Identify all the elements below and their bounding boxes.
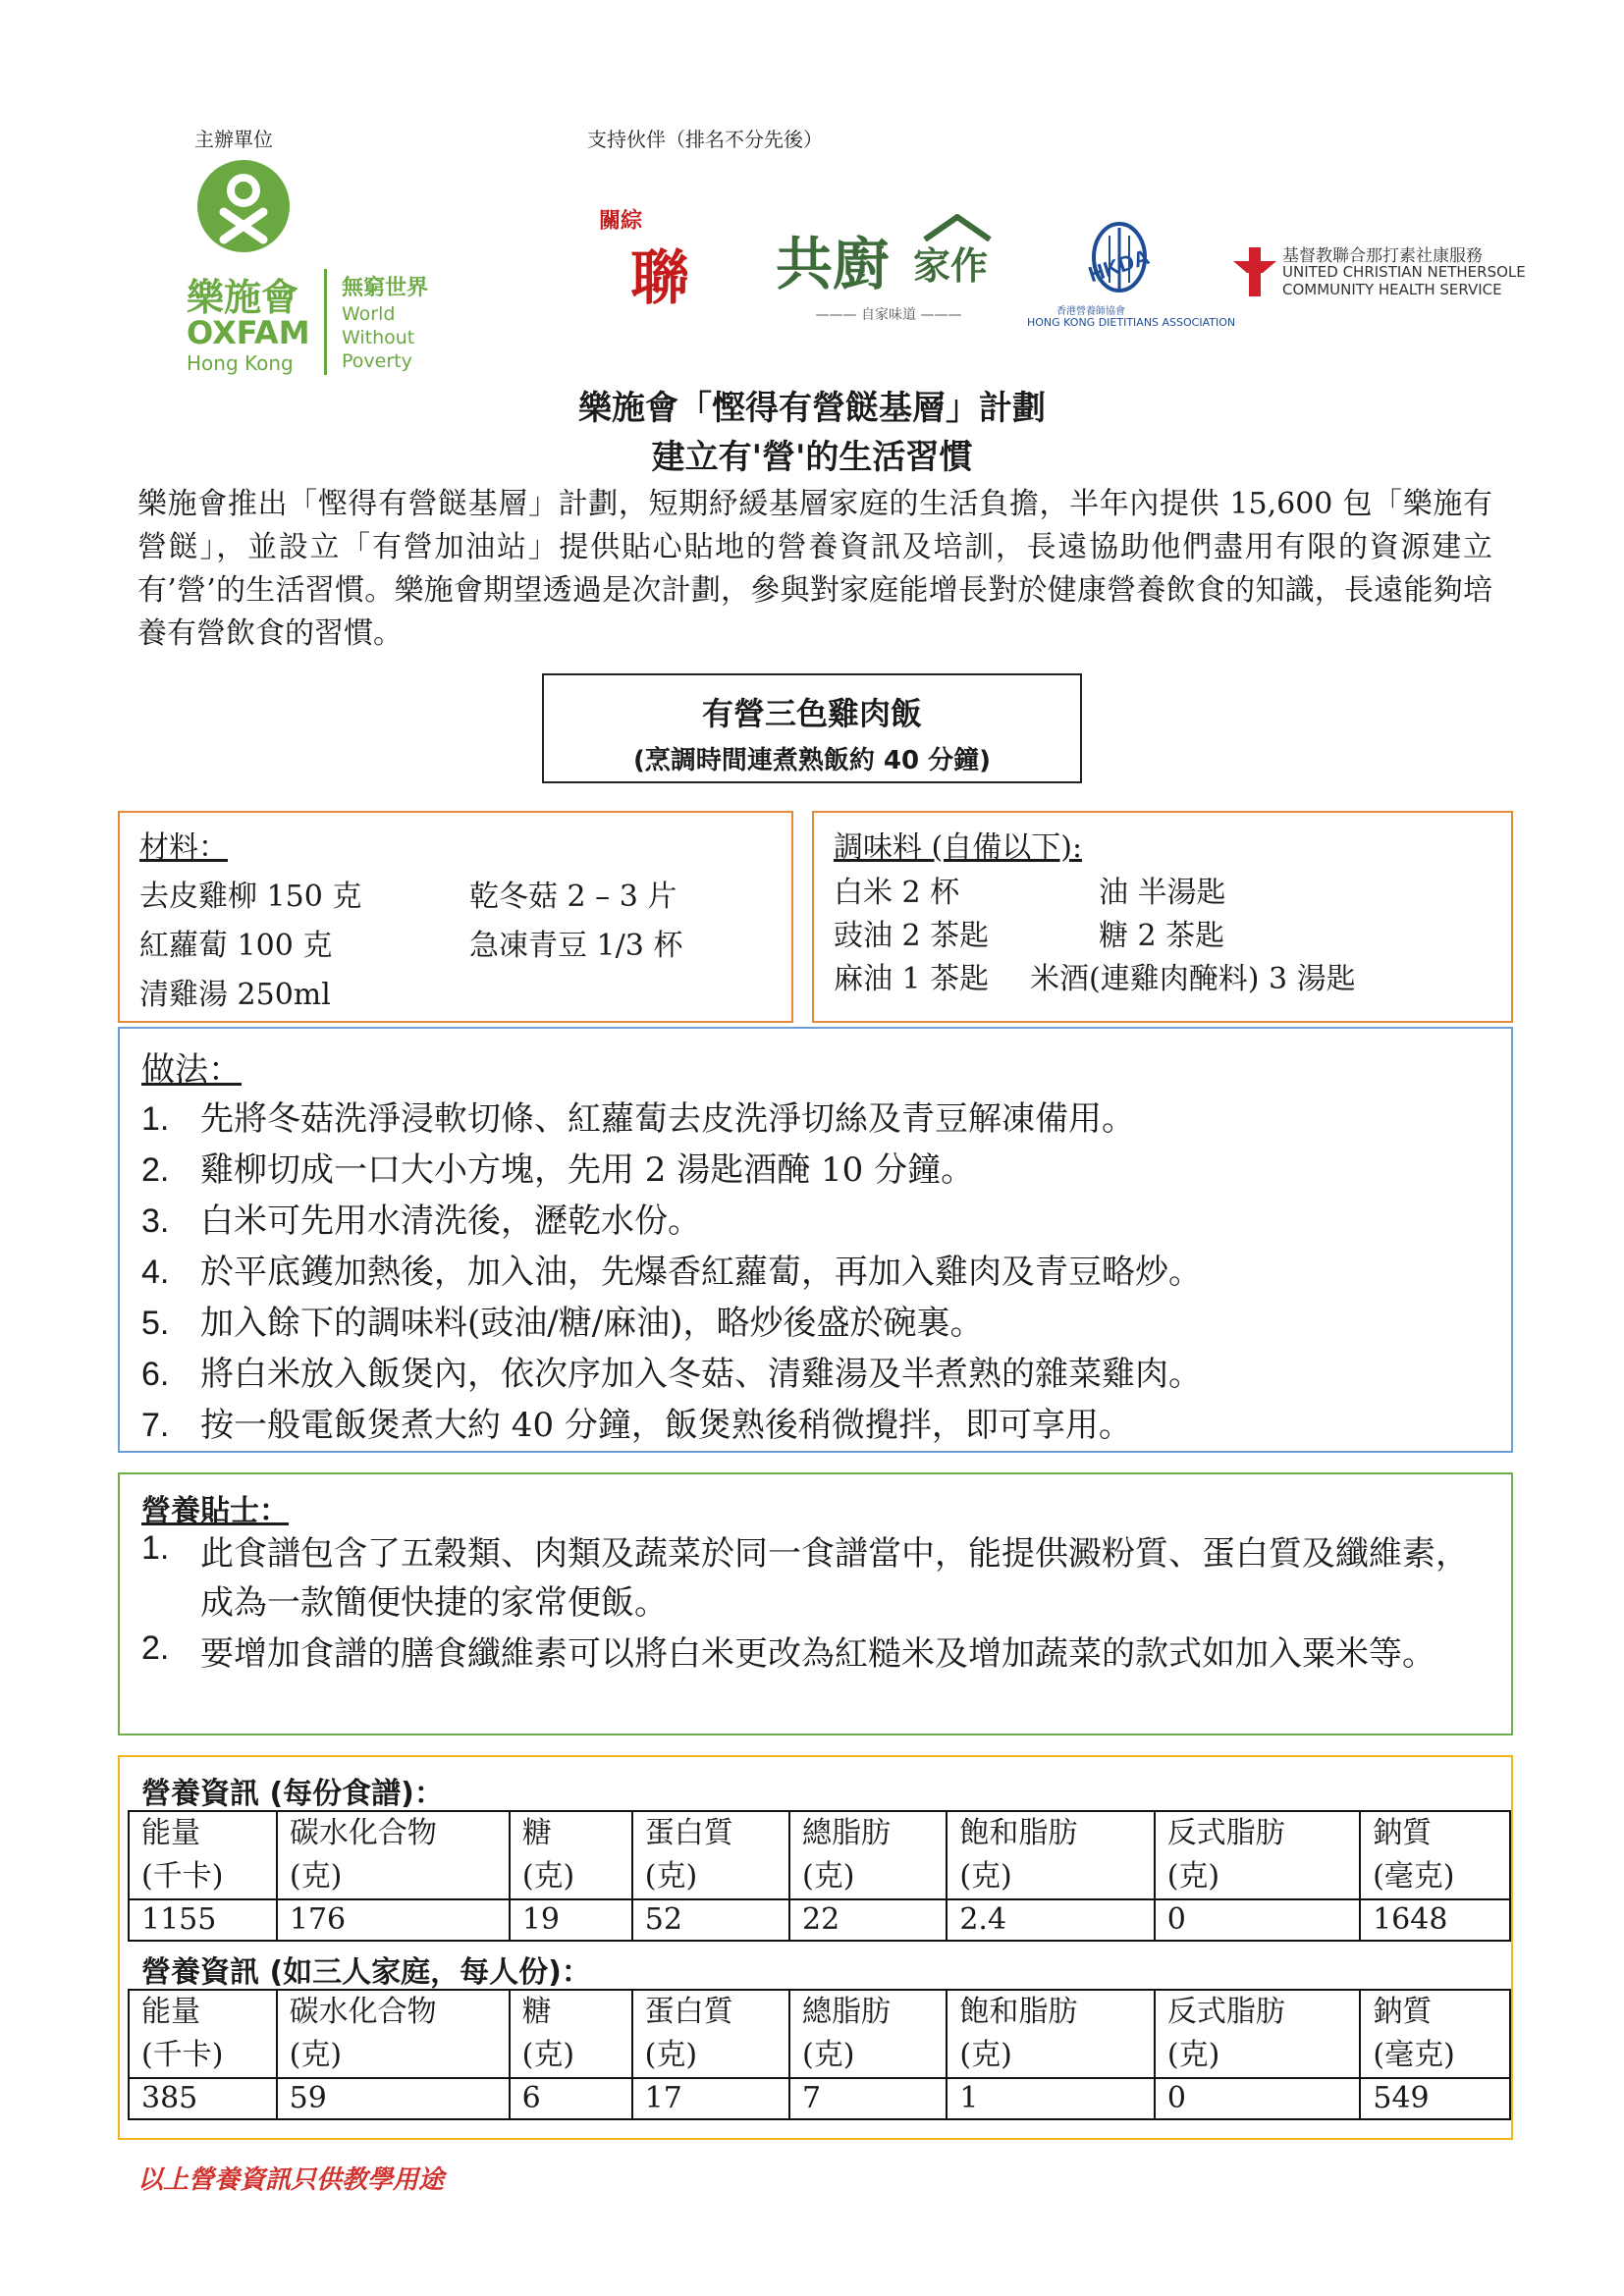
nutrition-table-per-person <box>128 1989 1511 2120</box>
hkda-abbr: HKDA <box>1085 243 1153 288</box>
oxfam-name-cn: 樂施會 <box>187 276 299 319</box>
nutrition-header-cell: 飽和脂肪 (克) <box>947 1990 1154 2078</box>
nutrition-value-cell: 22 <box>789 1899 947 1941</box>
nutrition-value-cell: 549 <box>1360 2078 1510 2119</box>
seasonings-heading: 調味料 (自備以下): <box>834 830 1083 865</box>
seasoning-item: 糖 2 茶匙 <box>1099 919 1225 953</box>
nutrition-header-cell: 糖 (克) <box>510 1990 632 2078</box>
nutrition-header-cell: 反式脂肪 (克) <box>1155 1811 1360 1899</box>
nutrition-value-cell: 2.4 <box>947 1899 1154 1941</box>
nutrition-value-cell: 1155 <box>129 1899 277 1941</box>
nutrition-header-cell: 蛋白質 (克) <box>632 1990 789 2078</box>
ingredient-item: 紅蘿蔔 100 克 <box>139 929 333 963</box>
nutrition-header-cell: 飽和脂肪 (克) <box>947 1811 1154 1899</box>
nutrition-header-cell: 碳水化合物 (克) <box>277 1811 510 1899</box>
intro-paragraph: 樂施會推出「慳得有營餸基層」計劃，短期紓緩基層家庭的生活負擔，半年內提供 15,600 包「樂施有營餸」，並設立「有營加油站」提供貼心貼地的營養資訊及培訓，長遠協助他們盡用有限的資源建立有’營’的生活習慣。樂施會期望透過是次計劃，參與對家庭能增長對於健康營養飲食的知識，長遠能夠培養有營飲食的習慣。 <box>137 487 1492 651</box>
nutrition-per-person-heading: 營養資訊 (如三人家庭，每人份)： <box>141 1955 591 1990</box>
nutrition-value-cell: 17 <box>632 2078 789 2119</box>
method-step-text: 白米可先用水清洗後，瀝乾水份。 <box>200 1201 701 1241</box>
hkda-name-en: HONG KONG DIETITIANS ASSOCIATION <box>1027 316 1236 329</box>
nutrition-header-cell: 鈉質 (毫克) <box>1360 1811 1510 1899</box>
seasoning-item: 油 半湯匙 <box>1099 876 1226 910</box>
nutrition-box <box>118 1755 1513 2140</box>
nutrition-header-cell: 糖 (克) <box>510 1811 632 1899</box>
method-step-text: 將白米放入飯煲內，依次序加入冬菇、清雞湯及半煮熟的雜菜雞肉。 <box>200 1355 1202 1394</box>
seasoning-item: 麻油 1 茶匙 <box>834 962 990 996</box>
nutrition-value-cell: 0 <box>1155 1899 1360 1941</box>
seasoning-item: 白米 2 杯 <box>834 876 960 910</box>
method-step: 1. 先將冬菇洗淨浸軟切條、紅蘿蔔去皮洗淨切絲及青豆解凍備用。 <box>141 1099 1135 1139</box>
nutrition-header-cell: 總脂肪 (克) <box>789 1990 947 2078</box>
method-step: 5. 加入餘下的調味料(豉油/糖/麻油)，略炒後盛於碗裏。 <box>141 1304 984 1343</box>
method-step: 6. 將白米放入飯煲內，依次序加入冬菇、清雞湯及半煮熟的雜菜雞肉。 <box>141 1355 1202 1394</box>
tip-item: 2. 要增加食譜的膳食纖維素可以將白米更改為紅糙米及增加蔬菜的款式如加入粟米等。 <box>141 1629 1496 1679</box>
method-step-text: 先將冬菇洗淨浸軟切條、紅蘿蔔去皮洗淨切絲及青豆解凍備用。 <box>200 1099 1135 1139</box>
lian-side-text: 關綜 <box>599 208 643 234</box>
ingredient-item: 急凍青豆 1/3 杯 <box>469 929 683 963</box>
nutrition-value-cell: 59 <box>277 2078 510 2119</box>
gongchu-sub: 家作 <box>913 244 989 288</box>
lian-main-text: 聯 <box>630 244 689 313</box>
method-step-text: 按一般電飯煲煮大約 40 分鐘，飯煲熟後稍微攪拌，即可享用。 <box>200 1406 1132 1445</box>
recipe-name: 有營三色雞肉飯 <box>701 695 922 732</box>
tips-box <box>118 1472 1513 1735</box>
seasonings-box <box>812 811 1513 1023</box>
nutrition-value-cell: 19 <box>510 1899 632 1941</box>
seasoning-item: 豉油 2 茶匙 <box>834 919 990 953</box>
oxfam-divider <box>324 269 327 375</box>
nutrition-per-recipe-heading: 營養資訊 (每份食譜)： <box>141 1777 444 1811</box>
gongchu-main: 共廚 <box>776 231 891 297</box>
method-step: 2. 雞柳切成一口大小方塊，先用 2 湯匙酒醃 10 分鐘。 <box>141 1150 975 1190</box>
nutrition-value-cell: 6 <box>510 2078 632 2119</box>
nutrition-table-per-recipe <box>128 1810 1511 1942</box>
oxfam-wordmark <box>187 267 501 385</box>
ingredient-item: 乾冬菇 2 – 3 片 <box>469 880 677 914</box>
ucn-name-en-1: UNITED CHRISTIAN NETHERSOLE <box>1282 263 1526 281</box>
tips-heading: 營養貼士： <box>141 1494 289 1528</box>
oxfam-logo-icon <box>194 157 293 255</box>
ucn-name-en-2: COMMUNITY HEALTH SERVICE <box>1282 281 1502 298</box>
nutrition-header-cell: 總脂肪 (克) <box>789 1811 947 1899</box>
nutrition-value-cell: 52 <box>632 1899 789 1941</box>
organizer-label: 主辦單位 <box>194 128 273 151</box>
ingredients-heading: 材料： <box>139 830 228 865</box>
recipe-title-box <box>542 673 1082 783</box>
tip-item: 1. 此食譜包含了五穀類、肉類及蔬菜於同一食譜當中，能提供澱粉質、蛋白質及纖維素，成為一款簡便快捷的家常便飯。 <box>141 1529 1496 1628</box>
partner-logo-gongchu <box>776 214 1001 322</box>
nutrition-header-cell: 反式脂肪 (克) <box>1155 1990 1361 2078</box>
ingredient-item: 清雞湯 250ml <box>139 978 331 1012</box>
method-box <box>118 1027 1513 1453</box>
page-title: 樂施會「慳得有營餸基層」計劃 <box>578 389 1046 428</box>
method-step: 4. 於平底鑊加熱後，加入油，先爆香紅蘿蔔，再加入雞肉及青豆略炒。 <box>141 1253 1202 1292</box>
method-step: 3. 白米可先用水清洗後，瀝乾水份。 <box>141 1201 701 1241</box>
method-heading: 做法： <box>141 1050 242 1090</box>
method-step: 7. 按一般電飯煲煮大約 40 分鐘，飯煲熟後稍微攪拌，即可享用。 <box>141 1406 1132 1445</box>
seasoning-item: 米酒(連雞肉醃料) 3 湯匙 <box>1030 962 1356 996</box>
partner-logo-hkda <box>1027 218 1236 331</box>
recipe-time: (烹調時間連煮熟飯約 40 分鐘) <box>632 746 992 775</box>
nutrition-header-cell: 蛋白質 (克) <box>632 1811 789 1899</box>
tip-text: 要增加食譜的膳食纖維素可以將白米更改為紅糙米及增加蔬菜的款式如加入粟米等。 <box>200 1634 1435 1674</box>
nutrition-value-cell: 0 <box>1155 2078 1361 2119</box>
oxfam-slogan-en-2: Without <box>342 327 415 348</box>
nutrition-header-cell: 能量 (千卡) <box>129 1811 277 1899</box>
method-step-text: 加入餘下的調味料(豉油/糖/麻油)，略炒後盛於碗裏。 <box>200 1304 984 1343</box>
oxfam-slogan-en-3: Poverty <box>342 350 412 372</box>
oxfam-region: Hong Kong <box>187 351 294 375</box>
ucn-name-cn: 基督教聯合那打素社康服務 <box>1282 246 1483 266</box>
ingredients-box <box>118 811 793 1023</box>
hkda-emblem-icon <box>1070 218 1168 300</box>
oxfam-slogan-en-1: World <box>342 303 396 325</box>
nutrition-header-cell: 能量 (千卡) <box>129 1990 277 2078</box>
partner-logo-lian <box>587 192 744 340</box>
footnote: 以上營養資訊只供教學用途 <box>137 2165 445 2195</box>
nutrition-value-cell: 1648 <box>1360 1899 1510 1941</box>
oxfam-slogan-cn: 無窮世界 <box>342 276 429 300</box>
nutrition-header-cell: 碳水化合物 (克) <box>277 1990 510 2078</box>
nutrition-value-cell: 176 <box>277 1899 510 1941</box>
hkda-name-cn: 香港營養師協會 <box>1056 306 1125 317</box>
page-subtitle: 建立有'營'的生活習慣 <box>651 438 973 477</box>
method-step-text: 於平底鑊加熱後，加入油，先爆香紅蘿蔔，再加入雞肉及青豆略炒。 <box>200 1253 1202 1292</box>
nutrition-value-cell: 7 <box>789 2078 947 2119</box>
partners-label: 支持伙伴（排名不分先後） <box>587 128 823 151</box>
partner-logo-ucn <box>1233 241 1528 304</box>
nutrition-value-cell: 1 <box>947 2078 1154 2119</box>
nutrition-value-cell: 385 <box>129 2078 277 2119</box>
ucn-cross-icon <box>1233 247 1276 296</box>
ingredient-item: 去皮雞柳 150 克 <box>139 880 362 914</box>
method-step-text: 雞柳切成一口大小方塊，先用 2 湯匙酒醃 10 分鐘。 <box>200 1150 975 1190</box>
oxfam-slogan-en <box>342 302 414 373</box>
nutrition-header-cell: 鈉質 (毫克) <box>1360 1990 1510 2078</box>
gongchu-tagline: ——— 自家味道 ——— <box>815 307 962 323</box>
oxfam-name-en: OXFAM <box>187 314 310 351</box>
tip-text: 此食譜包含了五穀類、肉類及蔬菜於同一食譜當中，能提供澱粉質、蛋白質及纖維素，成為一款簡便快捷的家常便飯。 <box>200 1534 1469 1623</box>
